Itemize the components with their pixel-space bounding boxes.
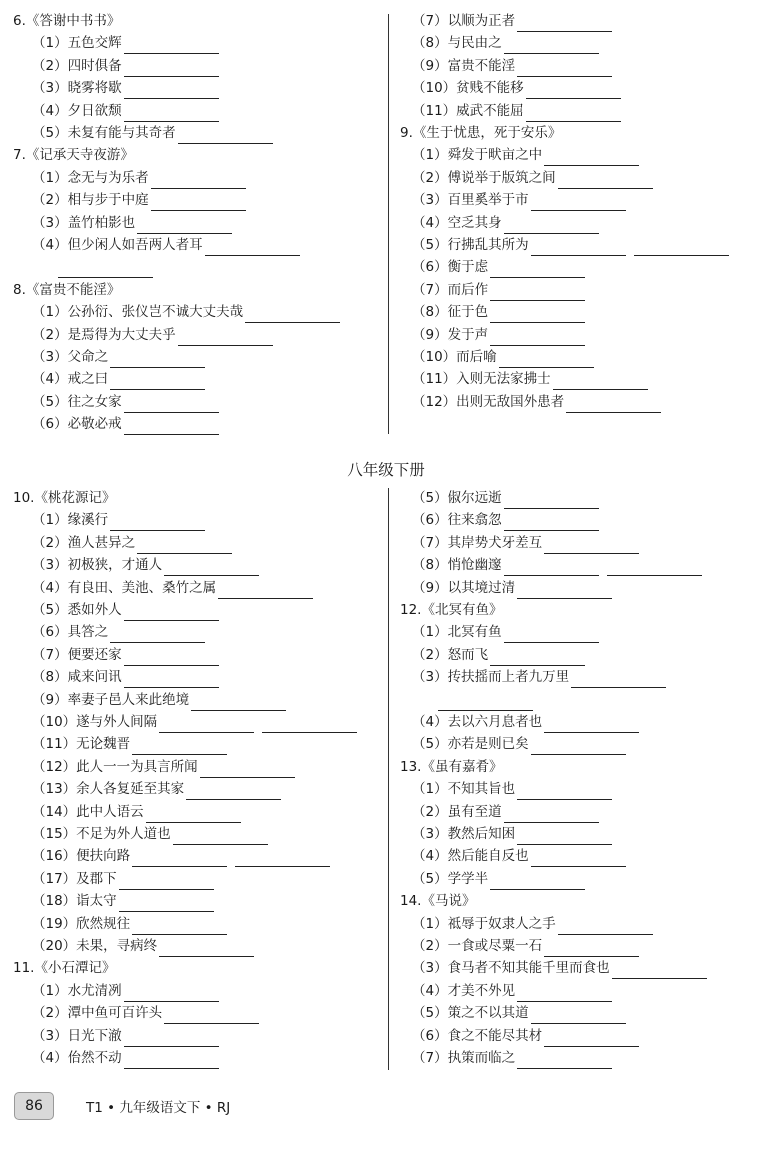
item-text: （3）晓雾将歇: [32, 80, 122, 97]
section-title: 八年级下册: [347, 461, 425, 479]
exercise-item: [412, 801, 599, 823]
exercise-item: [412, 957, 707, 979]
item-text: （4）空乏其身: [412, 214, 502, 231]
exercise-item: [32, 890, 214, 912]
answer-blank[interactable]: [124, 1054, 219, 1069]
exercise-item: [32, 189, 246, 211]
item-text: （1）水尤清冽: [32, 982, 122, 999]
exercise-item: [412, 256, 585, 278]
item-text: （8）悄怆幽邃: [412, 557, 502, 574]
item-text: （4）去以六月息者也: [412, 714, 543, 730]
exercise-item: [32, 167, 246, 189]
answer-blank[interactable]: [558, 174, 653, 189]
item-text: （2）是焉得为大丈夫乎: [32, 326, 176, 343]
exercise-item: [412, 368, 648, 390]
answer-blank[interactable]: [173, 830, 268, 845]
item-text: （5）策之不以其道: [412, 1005, 529, 1022]
exercise-item: [32, 666, 219, 688]
item-text: （2）潭中鱼可百许头: [32, 1005, 163, 1022]
answer-blank[interactable]: [544, 718, 639, 733]
exercise-item: [32, 935, 254, 957]
answer-blank[interactable]: [517, 830, 612, 845]
answer-blank[interactable]: [607, 561, 702, 576]
answer-blank[interactable]: [178, 129, 273, 144]
exercise-item: [32, 778, 281, 800]
exercise-item: [412, 301, 585, 323]
question-title: [400, 756, 502, 778]
item-text: （5）悉如外人: [32, 602, 122, 618]
exercise-item: [32, 733, 227, 755]
exercise-item: [56, 256, 153, 278]
exercise-item: [412, 554, 702, 576]
page-number: 86: [14, 1092, 54, 1120]
exercise-item: [32, 1025, 219, 1047]
answer-blank[interactable]: [544, 942, 639, 957]
item-text: （7）其岸势犬牙差互: [412, 534, 543, 551]
answer-blank[interactable]: [499, 353, 594, 368]
answer-blank[interactable]: [235, 852, 330, 867]
answer-blank[interactable]: [132, 852, 227, 867]
item-text: （3）初极狭，才通人: [32, 557, 163, 574]
item-text: （1）念无与为乐者: [32, 169, 149, 186]
item-text: （1）不知其旨也: [412, 781, 516, 798]
answer-blank[interactable]: [164, 1009, 259, 1024]
exercise-item: [412, 823, 612, 845]
exercise-item: [412, 1047, 612, 1069]
answer-blank[interactable]: [58, 263, 153, 278]
item-text: （6）食之不能尽其材: [412, 1027, 543, 1044]
item-text: （5）俶尔远逝: [412, 490, 502, 506]
question-title: [400, 122, 561, 144]
answer-blank[interactable]: [490, 651, 585, 666]
item-text: （14）此中人语云: [32, 803, 144, 820]
item-text: （1）五色交辉: [32, 35, 122, 52]
item-text: （4）夕日欲颓: [32, 102, 122, 119]
answer-blank[interactable]: [119, 875, 214, 890]
answer-blank[interactable]: [110, 628, 205, 643]
item-text: （2）一食或尽粟一石: [412, 938, 543, 954]
book-label: T1 • 九年级语文下 • RJ: [86, 1100, 231, 1116]
item-text: （7）以顺为正者: [412, 13, 516, 29]
exercise-item: [412, 935, 639, 957]
answer-blank[interactable]: [490, 308, 585, 323]
question-title: [13, 487, 115, 509]
exercise-item: [412, 167, 653, 189]
answer-blank[interactable]: [438, 696, 533, 711]
item-text: （1）缘溪行: [32, 512, 109, 529]
exercise-item: [412, 666, 666, 688]
answer-blank[interactable]: [110, 516, 205, 531]
item-text: （3）日光下澈: [32, 1027, 122, 1044]
exercise-item: [32, 554, 259, 576]
answer-blank[interactable]: [504, 494, 599, 509]
answer-blank[interactable]: [159, 718, 254, 733]
answer-blank[interactable]: [151, 174, 246, 189]
exercise-item: [412, 778, 612, 800]
exercise-item: [412, 279, 585, 301]
exercise-item: [412, 391, 661, 413]
item-text: （9）发于声: [412, 326, 489, 343]
answer-blank[interactable]: [553, 375, 648, 390]
answer-blank[interactable]: [634, 241, 729, 256]
exercise-item: [412, 644, 585, 666]
answer-blank[interactable]: [490, 286, 585, 301]
item-text: （4）然后能自反也: [412, 848, 529, 865]
exercise-item: [32, 77, 219, 99]
answer-blank[interactable]: [517, 1054, 612, 1069]
answer-blank[interactable]: [124, 398, 219, 413]
exercise-item: [436, 689, 533, 711]
item-text: （9）富贵不能淫: [412, 57, 516, 74]
exercise-item: [32, 845, 330, 867]
exercise-item: [412, 487, 599, 509]
question-title: [13, 10, 120, 32]
item-text: （11）威武不能屈: [412, 102, 524, 119]
item-text: （7）而后作: [412, 281, 489, 298]
answer-blank[interactable]: [531, 1009, 626, 1024]
bottom-column-divider: [388, 488, 389, 1070]
exercise-item: [32, 391, 219, 413]
exercise-item: [32, 756, 295, 778]
answer-blank[interactable]: [504, 628, 599, 643]
answer-blank[interactable]: [124, 987, 219, 1002]
item-text: （10）贫贱不能移: [412, 80, 524, 97]
item-text: （3）教然后知困: [412, 826, 516, 842]
answer-blank[interactable]: [218, 584, 313, 599]
question-title: [400, 599, 502, 621]
answer-blank[interactable]: [517, 17, 612, 32]
exercise-item: [412, 77, 621, 99]
exercise-item: [32, 368, 205, 390]
answer-blank[interactable]: [124, 1032, 219, 1047]
answer-blank[interactable]: [566, 398, 661, 413]
item-text: （13）余人各复延至其家: [32, 781, 185, 798]
item-text: （16）便扶向路: [32, 848, 131, 865]
item-text: （6）衡于虑: [412, 259, 489, 276]
exercise-item: [32, 868, 214, 890]
item-text: （4）佁然不动: [32, 1050, 122, 1066]
item-text: （10）而后喻: [412, 349, 497, 365]
answer-blank[interactable]: [490, 875, 585, 890]
answer-blank[interactable]: [504, 39, 599, 54]
exercise-item: [32, 413, 219, 435]
item-text: （9）以其境过清: [412, 579, 516, 596]
answer-blank[interactable]: [504, 516, 599, 531]
exercise-item: [32, 711, 357, 733]
exercise-item: [32, 823, 268, 845]
exercise-item: [412, 509, 599, 531]
question-title: [400, 890, 475, 912]
item-text: （5）亦若是则已矣: [412, 736, 529, 753]
exercise-item: [412, 621, 599, 643]
question-title: [13, 144, 134, 166]
item-text: 12.《北冥有鱼》: [400, 602, 503, 618]
item-text: （8）征于色: [412, 304, 489, 321]
item-text: （15）不足为外人道也: [32, 826, 171, 842]
item-text: （5）学学半: [412, 870, 489, 887]
answer-blank[interactable]: [526, 107, 621, 122]
exercise-item: [412, 324, 585, 346]
answer-blank[interactable]: [146, 808, 241, 823]
answer-blank[interactable]: [191, 696, 286, 711]
item-text: 7.《记承天寺夜游》: [13, 147, 134, 164]
answer-blank[interactable]: [151, 196, 246, 211]
exercise-item: [412, 55, 612, 77]
item-text: （2）怒而飞: [412, 646, 489, 663]
answer-blank[interactable]: [124, 606, 219, 621]
exercise-item: [32, 532, 232, 554]
answer-blank[interactable]: [124, 84, 219, 99]
item-text: （3）盖竹柏影也: [32, 214, 136, 231]
exercise-item: [32, 100, 219, 122]
exercise-item: [32, 234, 300, 256]
answer-blank[interactable]: [531, 852, 626, 867]
item-text: （6）往来翕忽: [412, 512, 502, 529]
item-text: （10）遂与外人间隔: [32, 714, 158, 730]
answer-blank[interactable]: [124, 651, 219, 666]
exercise-item: [412, 346, 594, 368]
answer-blank[interactable]: [517, 785, 612, 800]
exercise-item: [412, 212, 599, 234]
exercise-item: [412, 845, 626, 867]
exercise-item: [32, 801, 241, 823]
top-column-divider: [388, 14, 389, 434]
item-text: （8）咸来问讯: [32, 669, 122, 686]
answer-blank[interactable]: [544, 1032, 639, 1047]
item-text: 8.《富贵不能淫》: [13, 281, 121, 298]
answer-blank[interactable]: [124, 39, 219, 54]
answer-blank[interactable]: [110, 353, 205, 368]
answer-blank[interactable]: [504, 808, 599, 823]
exercise-item: [32, 1002, 259, 1024]
answer-blank[interactable]: [132, 920, 227, 935]
item-text: （2）渔人甚异之: [32, 534, 136, 551]
exercise-item: [32, 122, 273, 144]
exercise-item: [412, 189, 626, 211]
answer-blank[interactable]: [517, 987, 612, 1002]
answer-blank[interactable]: [124, 62, 219, 77]
item-text: 6.《答谢中书书》: [13, 13, 121, 29]
answer-blank[interactable]: [137, 219, 232, 234]
item-text: （2）虽有至道: [412, 803, 502, 820]
item-text: 9.《生于忧患，死于安乐》: [400, 125, 562, 141]
answer-blank[interactable]: [544, 539, 639, 554]
answer-blank[interactable]: [245, 308, 340, 323]
answer-blank[interactable]: [558, 920, 653, 935]
exercise-item: [412, 913, 653, 935]
answer-blank[interactable]: [544, 151, 639, 166]
item-text: （4）才美不外见: [412, 982, 516, 999]
item-text: （4）有良田、美池、桑竹之属: [32, 579, 217, 596]
item-text: （5）行拂乱其所为: [412, 237, 529, 253]
item-text: （2）四时俱备: [32, 57, 122, 74]
exercise-item: [412, 234, 729, 256]
answer-blank[interactable]: [571, 673, 666, 688]
item-text: （19）欣然规往: [32, 915, 131, 932]
answer-blank[interactable]: [490, 331, 585, 346]
exercise-item: [32, 644, 219, 666]
answer-blank[interactable]: [119, 897, 214, 912]
exercise-item: [412, 532, 639, 554]
exercise-item: [412, 1002, 626, 1024]
item-text: （12）出则无敌国外患者: [412, 393, 565, 410]
item-text: （11）无论魏晋: [32, 736, 131, 753]
exercise-item: [412, 733, 626, 755]
item-text: （2）相与步于中庭: [32, 192, 149, 209]
exercise-item: [32, 212, 232, 234]
exercise-item: [412, 711, 639, 733]
exercise-item: [32, 301, 340, 323]
item-text: （3）抟扶摇而上者九万里: [412, 669, 570, 686]
item-text: （7）便要还家: [32, 646, 122, 663]
exercise-item: [412, 10, 612, 32]
item-text: （3）百里奚举于市: [412, 192, 529, 209]
answer-blank[interactable]: [504, 219, 599, 234]
answer-blank[interactable]: [159, 942, 254, 957]
exercise-item: [32, 599, 219, 621]
answer-blank[interactable]: [124, 420, 219, 435]
item-text: （17）及郡下: [32, 870, 117, 887]
item-text: （12）此人一一为具言所闻: [32, 758, 198, 775]
item-text: （4）戒之曰: [32, 371, 109, 388]
item-text: （1）公孙衍、张仪岂不诚大丈夫哉: [32, 304, 244, 321]
item-text: （1）舜发于畎亩之中: [412, 147, 543, 164]
exercise-item: [32, 621, 205, 643]
item-text: （4）但少闲人如吾两人者耳: [32, 237, 203, 253]
exercise-item: [412, 144, 639, 166]
answer-blank[interactable]: [262, 718, 357, 733]
exercise-item: [32, 346, 205, 368]
answer-blank[interactable]: [186, 785, 281, 800]
item-text: （7）执策而临之: [412, 1050, 516, 1066]
item-text: 13.《虽有嘉肴》: [400, 758, 503, 775]
answer-blank[interactable]: [137, 539, 232, 554]
question-title: [13, 279, 120, 301]
answer-blank[interactable]: [531, 740, 626, 755]
answer-blank[interactable]: [526, 84, 621, 99]
question-title: [13, 957, 115, 979]
exercise-item: [32, 577, 313, 599]
exercise-item: [412, 868, 585, 890]
exercise-item: [412, 1025, 639, 1047]
item-text: （5）未复有能与其奇者: [32, 125, 176, 141]
item-text: （5）往之女家: [32, 393, 122, 410]
item-text: （20）未果，寻病终: [32, 938, 158, 954]
answer-blank[interactable]: [490, 263, 585, 278]
item-text: （11）入则无法家拂士: [412, 371, 551, 388]
item-text: （3）食马者不知其能千里而食也: [412, 960, 610, 977]
item-text: 10.《桃花源记》: [13, 490, 116, 506]
item-text: （1）祗辱于奴隶人之手: [412, 915, 556, 932]
answer-blank[interactable]: [178, 331, 273, 346]
item-text: 14.《马说》: [400, 893, 476, 910]
item-text: （9）率妻子邑人来此绝境: [32, 691, 190, 708]
page-footer: [14, 1093, 230, 1119]
answer-blank[interactable]: [517, 62, 612, 77]
exercise-item: [412, 32, 599, 54]
exercise-item: [412, 980, 612, 1002]
exercise-item: [412, 100, 621, 122]
item-text: （3）父命之: [32, 349, 109, 365]
item-text: （6）必敬必戒: [32, 416, 122, 433]
item-text: （2）傅说举于版筑之间: [412, 169, 556, 186]
exercise-item: [32, 913, 227, 935]
exercise-item: [412, 577, 612, 599]
answer-blank[interactable]: [124, 107, 219, 122]
exercise-item: [32, 55, 219, 77]
item-text: （6）具答之: [32, 624, 109, 641]
exercise-item: [32, 1047, 219, 1069]
answer-blank[interactable]: [531, 196, 626, 211]
item-text: （1）北冥有鱼: [412, 624, 502, 641]
exercise-item: [32, 509, 205, 531]
exercise-item: [32, 689, 286, 711]
answer-blank[interactable]: [200, 763, 295, 778]
answer-blank[interactable]: [164, 561, 259, 576]
answer-blank[interactable]: [132, 740, 227, 755]
exercise-item: [32, 324, 273, 346]
answer-blank[interactable]: [205, 241, 300, 256]
exercise-item: [32, 980, 219, 1002]
item-text: （8）与民由之: [412, 35, 502, 52]
answer-blank[interactable]: [517, 584, 612, 599]
answer-blank[interactable]: [110, 375, 205, 390]
answer-blank[interactable]: [531, 241, 626, 256]
answer-blank[interactable]: [504, 561, 599, 576]
exercise-item: [32, 32, 219, 54]
answer-blank[interactable]: [612, 964, 707, 979]
item-text: 11.《小石潭记》: [13, 960, 116, 977]
item-text: （18）诣太守: [32, 893, 117, 910]
answer-blank[interactable]: [124, 673, 219, 688]
